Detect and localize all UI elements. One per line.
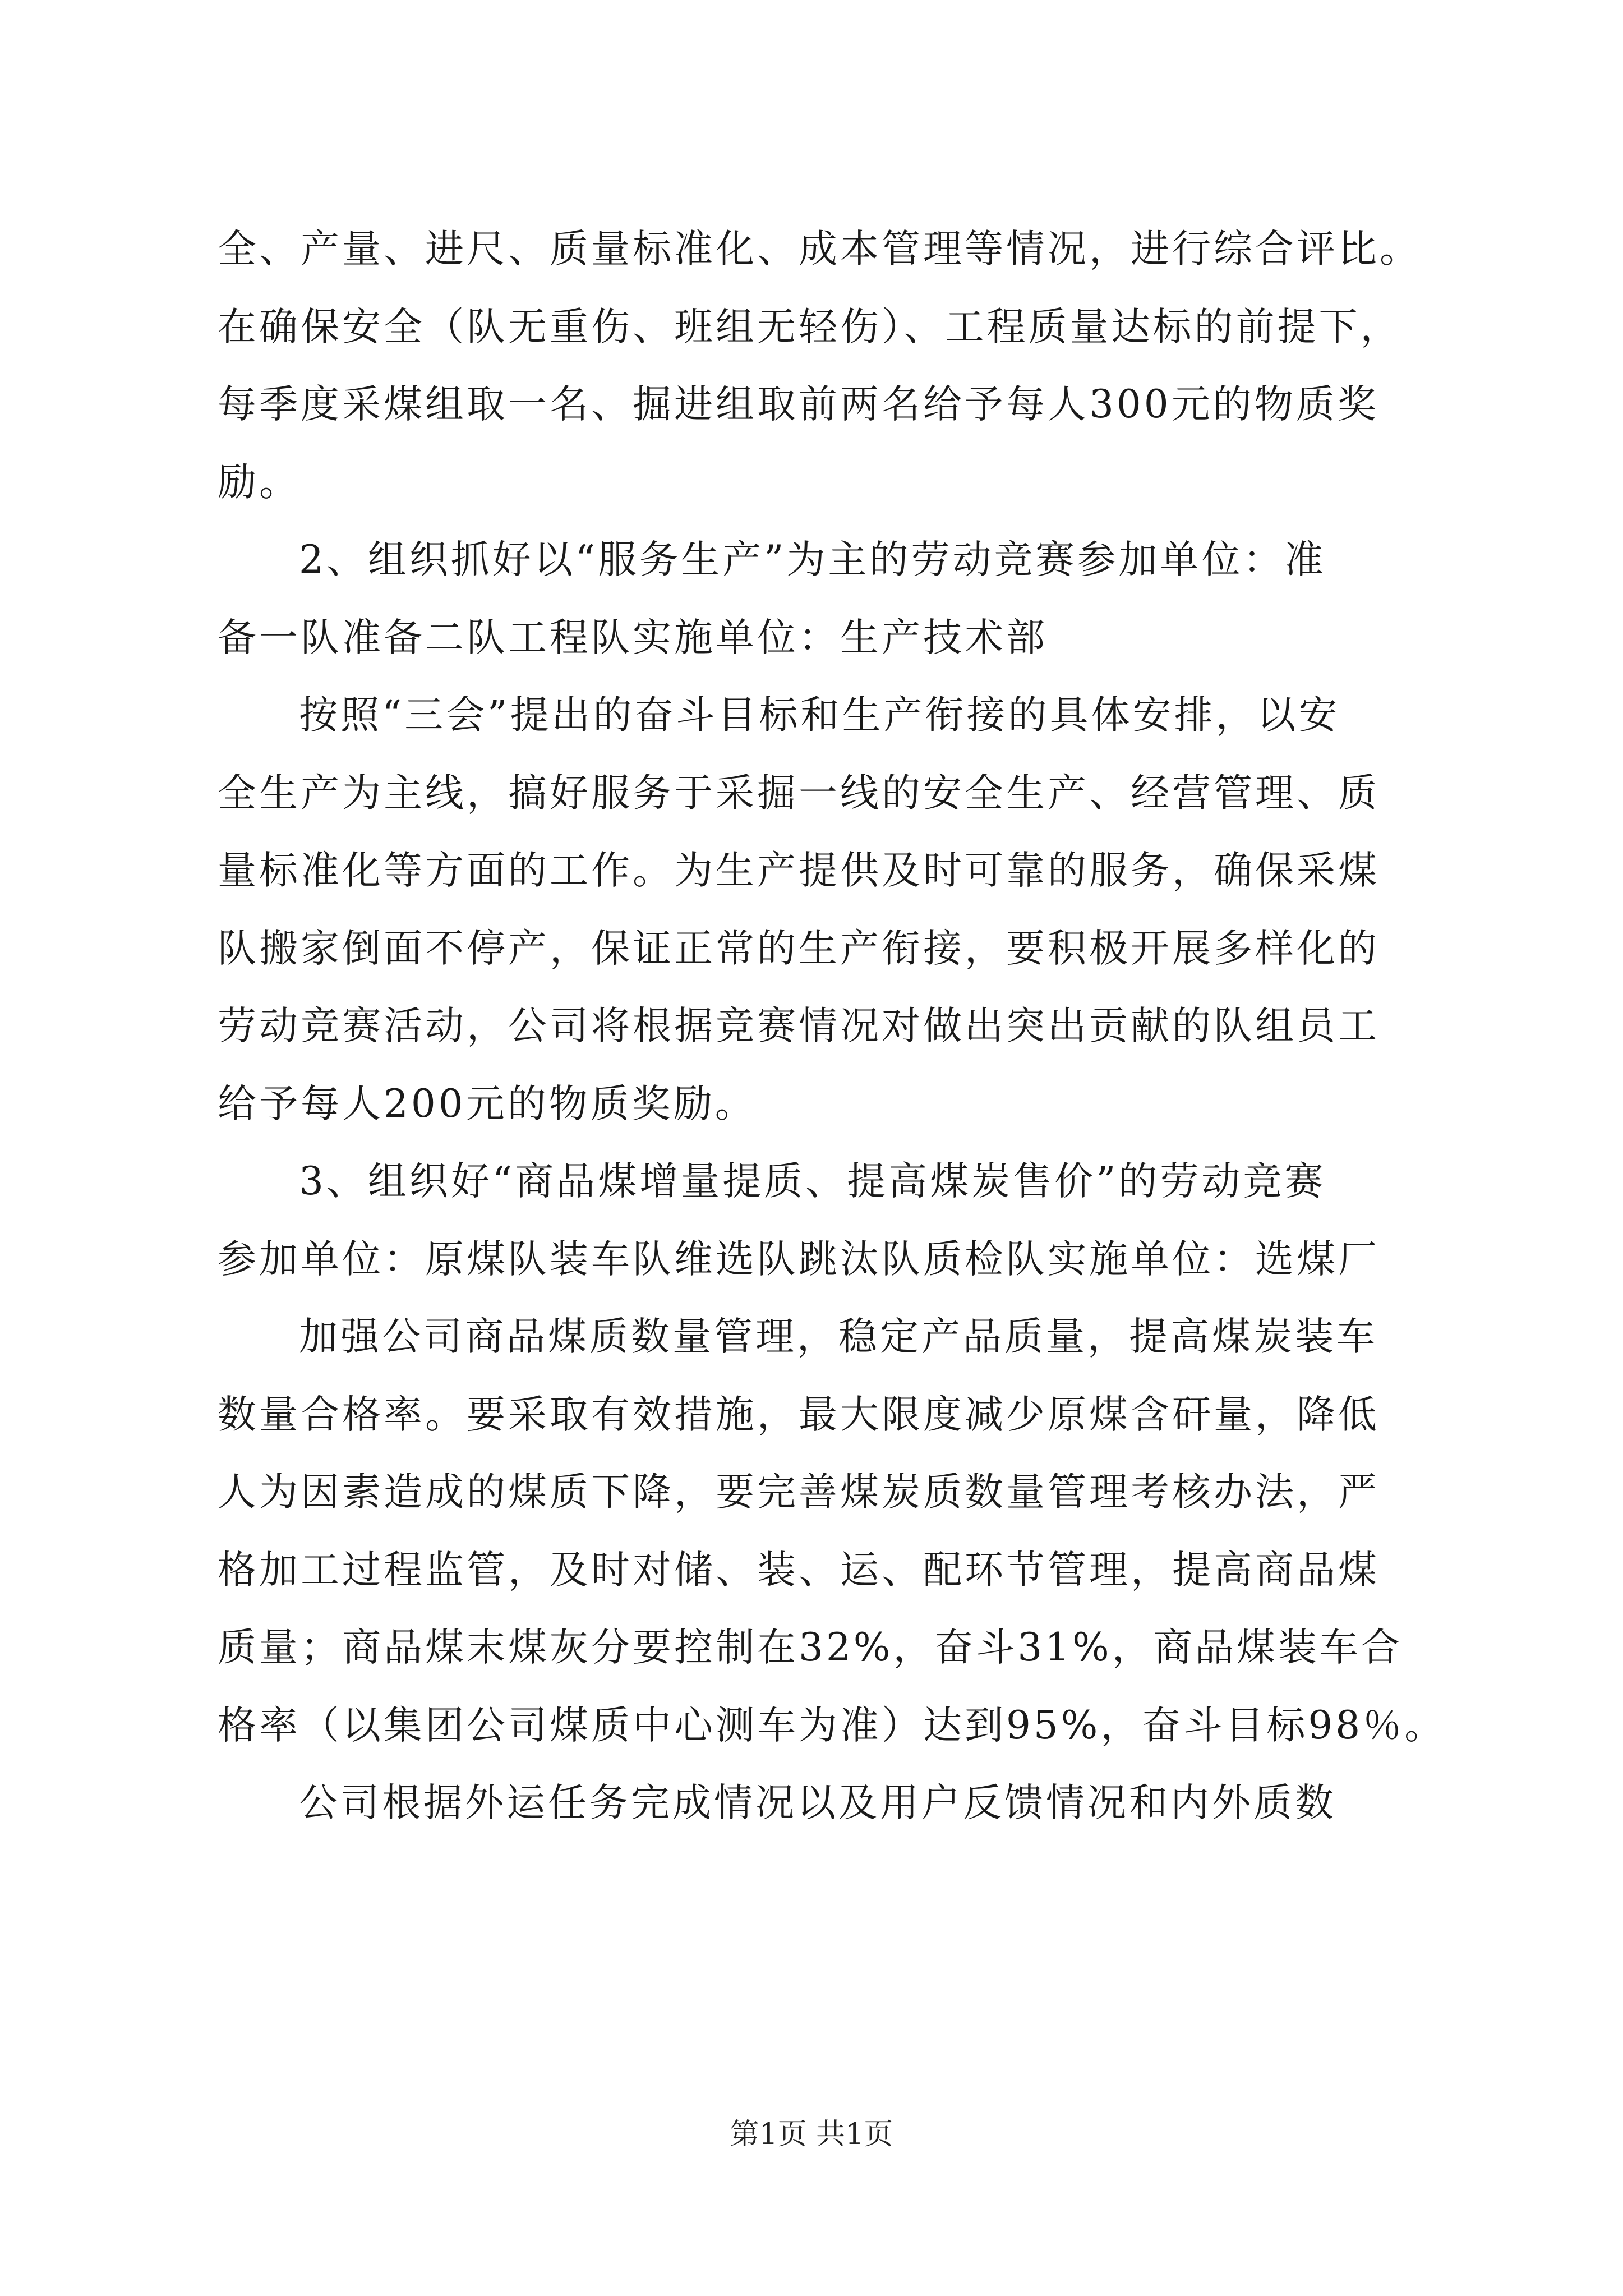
- text-line-20: 格率（以集团公司煤质中心测车为准）达到95%，奋斗目标98％。: [218, 1703, 1446, 1748]
- text-line-11: 劳动竞赛活动，公司将根据竞赛情况对做出突出贡献的队组员工: [218, 1004, 1380, 1048]
- text-line-13: 3、组织好“商品煤增量提质、提高煤炭售价”的劳动竞赛: [299, 1159, 1326, 1204]
- text-line-14: 参加单位：原煤队装车队维选队跳汰队质检队实施单位：选煤厂: [218, 1236, 1380, 1282]
- text-line-19: 质量；商品煤末煤灰分要控制在32%，奋斗31%，商品煤装车合: [218, 1625, 1403, 1670]
- document-body: [218, 210, 1479, 1842]
- text-line-3: 每季度采煤组取一名、掘进组取前两名给予每人300元的物质奖: [218, 382, 1379, 427]
- text-line-12: 给予每人200元的物质奖励。: [218, 1081, 757, 1126]
- page-footer: 第1页 共1页: [730, 2118, 893, 2151]
- text-line-17: 人为因素造成的煤质下降，要完善煤炭质数量管理考核办法，严: [218, 1470, 1380, 1515]
- text-line-10: 队搬家倒面不停产，保证正常的生产衔接，要积极开展多样化的: [218, 926, 1380, 971]
- text-line-18: 格加工过程监管，及时对储、装、运、配环节管理，提高商品煤: [218, 1547, 1380, 1593]
- text-line-15: 加强公司商品煤质数量管理，稳定产品质量，提高煤炭装车: [299, 1314, 1378, 1359]
- text-line-2: 在确保安全（队无重伤、班组无轻伤）、工程质量达标的前提下，: [218, 304, 1402, 349]
- text-line-6: 备一队准备二队工程队实施单位：生产技术部: [218, 615, 1048, 660]
- text-line-21: 公司根据外运任务完成情况以及用户反馈情况和内外质数: [299, 1780, 1336, 1825]
- text-line-1: 全、产量、进尺、质量标准化、成本管理等情况，进行综合评比。: [218, 227, 1421, 272]
- text-line-4: 励。: [218, 459, 301, 505]
- text-line-7: 按照“三会”提出的奋斗目标和生产衔接的具体安排，以安: [299, 693, 1340, 738]
- text-line-16: 数量合格率。要采取有效措施，最大限度减少原煤含矸量，降低: [218, 1392, 1380, 1437]
- text-line-5: 2、组织抓好以“服务生产”为主的劳动竞赛参加单位：准: [299, 537, 1326, 582]
- text-line-8: 全生产为主线，搞好服务于采掘一线的安全生产、经营管理、质: [218, 770, 1380, 816]
- text-line-9: 量标准化等方面的工作。为生产提供及时可靠的服务，确保采煤: [218, 848, 1380, 893]
